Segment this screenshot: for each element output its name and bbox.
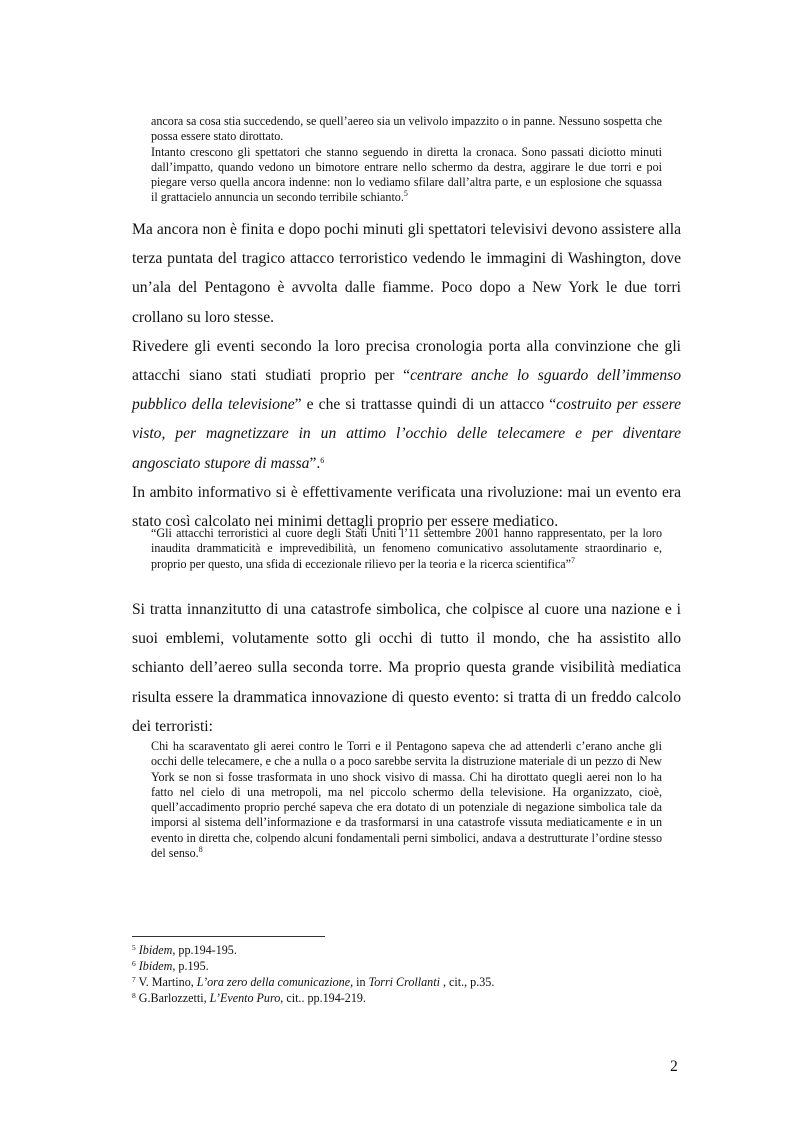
body-text-1 [132, 215, 681, 536]
block-quote-1 [151, 114, 662, 206]
quote-1-paragraph-1: ancora sa cosa stia succedendo, se quell’aereo sia un velivolo impazzito o in panne. Nessuno sospetta che possa essere stato dirottato. [151, 114, 662, 144]
block-quote-3 [151, 739, 662, 861]
quote-3-text: Chi ha scaraventato gli aerei contro le Torri e il Pentagono sapeva che ad attenderli c’erano anche gli occhi delle telecamere, e che a nulla o a poco sarebbe servita la distruzione materiale di un pezzo di New York se non si fosse trasformata in uno shock visivo di massa. Chi ha dirottato quegli aerei non lo ha fatto nel cielo di una metropoli, ma nel piccolo schermo della televisione. Ha organizzato, cioè, quell’accadimento proprio perché sapeva che era dotato di un potenziale di negazione simbolica tale da imporsi al sistema dell’informazione e da trasformarsi in una catastrofe vissuta mediaticamente e in un evento in diretta che, colpendo alcuni fondamentali perni simbolici, andava a destrutturate l’ordine stesso del senso.$^8$ [151, 739, 662, 861]
body-paragraph-2: Rivedere gli eventi secondo la loro precisa cronologia porta alla convinzione che gli attacchi siano stati studiati proprio per “centrare anche lo sguardo dell’immenso pubblico della televisione” e che si trattasse quindi di un attacco “costruito per essere visto, per magnetizzare in un attimo l’occhio delle telecamere e per diventare angosciato stupore di massa”.$^6$ [132, 337, 681, 472]
footnote-6: $^6$ Ibidem, p.195. [132, 959, 209, 973]
quote-1-paragraph-2: Intanto crescono gli spettatori che stanno seguendo in diretta la cronaca. Sono passati diciotto minuti dall’impatto, quando vedono un bimotore entrare nello schermo da destra, aggirare le due torri e poi piegare verso quella ancora indenne: non lo vediamo sfilare dall’altra parte, e un esplosione che squassa il grattacielo annuncia un secondo terribile schianto.$^5$ [151, 144, 662, 205]
footnote-ref-6: 6 [320, 455, 325, 465]
footnote-7: $^7$ V. Martino, L’ora zero della comunicazione, in Torri Crollanti , cit., p.35. [132, 975, 495, 989]
footnote-ref-7: 7 [571, 555, 576, 565]
page-number: 2 [670, 1058, 678, 1075]
quote-2-text: “Gli attacchi terroristici al cuore degli Stati Uniti l’11 settembre 2001 hanno rappresentato, per la loro inaudita drammaticità e imprevedibilità, un fenomeno comunicativo assolutamente straordinario e, proprio per questo, una sfida di eccezionale rilievo per la teoria e la ricerca scientifica”$^7$ [151, 526, 662, 571]
footnote-5: $^5$ Ibidem, pp.194-195. [132, 943, 237, 957]
footnote-separator [132, 936, 325, 937]
footnotes [132, 942, 672, 1006]
body-text-2 [132, 595, 681, 741]
block-quote-2 [151, 526, 662, 572]
footnote-ref-5: 5 [403, 189, 408, 199]
body-paragraph-3: In ambito informativo si è effettivamente verificata una rivoluzione: mai un evento era stato così calcolato nei minimi dettagli proprio per essere mediatico. [132, 483, 681, 531]
body-paragraph-4: Si tratta innanzitutto di una catastrofe simbolica, che colpisce al cuore una nazione e i suoi emblemi, volutamente sotto gli occhi di tutto il mondo, che ha assistito allo schianto dell’aereo sulla seconda torre. Ma proprio questa grande visibilità mediatica risulta essere la drammatica innovazione di questo evento: si tratta di un freddo calcolo dei terroristi: [132, 601, 681, 735]
body-paragraph-1: Ma ancora non è finita e dopo pochi minuti gli spettatori televisivi devono assistere alla terza puntata del tragico attacco terroristico vedendo le immagini di Washington, dove un’ala del Pentagono è avvolta dalle fiamme. Poco dopo a New York le due torri crollano su loro stesse. [132, 221, 681, 326]
footnote-8: $^8$ G.Barlozzetti, L’Evento Puro, cit.. pp.194-219. [132, 991, 366, 1005]
footnote-ref-8: 8 [198, 845, 203, 855]
